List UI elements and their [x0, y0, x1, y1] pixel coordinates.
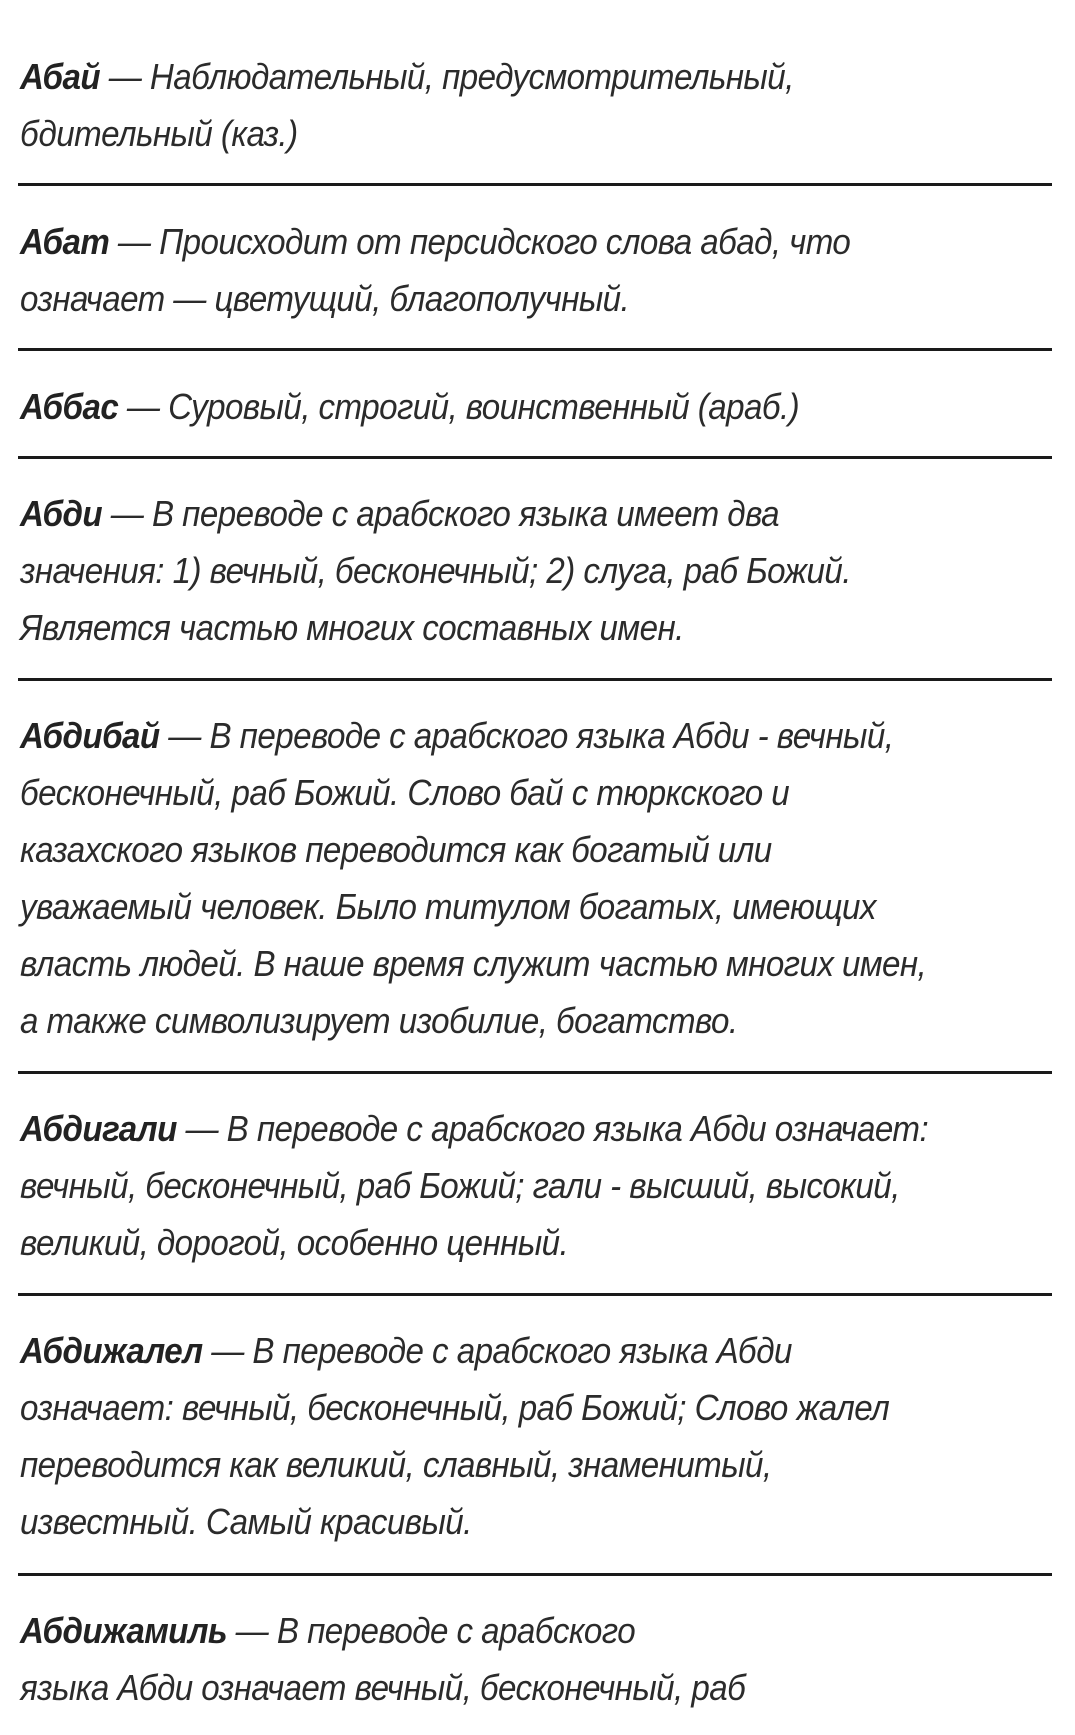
- divider: [18, 678, 1052, 681]
- entry-line: а также символизирует изобилие, богатство.: [20, 1000, 738, 1041]
- entry-name: Абдижалел: [20, 1330, 203, 1371]
- entry-line: власть людей. В наше время служит частью многих имен,: [20, 943, 927, 984]
- entry-line: [20, 485, 968, 542]
- entry-abdigali: [20, 1100, 968, 1271]
- entry-name: Абдибай: [20, 715, 160, 756]
- entry-name: Аббас: [20, 386, 119, 427]
- entry-abbas: [20, 378, 968, 435]
- entry-line: [20, 1322, 968, 1379]
- entry-name: Абай: [20, 56, 101, 97]
- entry-name: Абат: [20, 221, 110, 262]
- entry-separator: —: [202, 1330, 253, 1371]
- entry-line: великий, дорогой, особенно ценный.: [20, 1222, 569, 1263]
- entry-separator: —: [100, 56, 150, 97]
- entry-line: [20, 707, 968, 764]
- entry-line: казахского языков переводится как богатый или: [20, 829, 772, 870]
- entry-separator: —: [227, 1610, 277, 1651]
- entry-text: В переводе с арабского: [276, 1610, 636, 1651]
- entry-text: В переводе с арабского языка Абди: [252, 1330, 792, 1371]
- divider: [18, 1573, 1052, 1576]
- entry-text: Наблюдательный, предусмотрительный,: [149, 56, 794, 97]
- entry-line: [20, 213, 968, 270]
- divider: [18, 348, 1052, 351]
- entry-abdizhamil: [20, 1602, 968, 1716]
- entry-abdibay: [20, 707, 968, 1049]
- entry-separator: —: [102, 493, 152, 534]
- entry-text: В переводе с арабского языка Абди - вечный,: [209, 715, 894, 756]
- entry-line: значения: 1) вечный, бесконечный; 2) слуга, раб Божий.: [20, 550, 851, 591]
- divider: [18, 456, 1052, 459]
- entry-line: [20, 1602, 968, 1659]
- entry-line: бдительный (каз.): [20, 113, 298, 154]
- divider: [18, 183, 1052, 186]
- entry-line: [20, 378, 968, 435]
- divider: [18, 1071, 1052, 1074]
- entry-name: Абди: [20, 493, 103, 534]
- entry-line: переводится как великий, славный, знаменитый,: [20, 1444, 772, 1485]
- entry-line: означает — цветущий, благополучный.: [20, 278, 630, 319]
- entry-separator: —: [118, 386, 169, 427]
- entry-separator: —: [176, 1108, 227, 1149]
- entry-abat: [20, 213, 968, 327]
- entry-separator: —: [109, 221, 160, 262]
- entry-line: [20, 48, 968, 105]
- entry-text: Суровый, строгий, воинственный (араб.): [168, 386, 800, 427]
- entry-abdi: [20, 485, 968, 656]
- entry-name: Абдижамиль: [20, 1610, 227, 1651]
- entry-separator: —: [159, 715, 210, 756]
- entry-abdizhalel: [20, 1322, 968, 1550]
- entry-text: В переводе с арабского языка Абди означает:: [226, 1108, 929, 1149]
- entry-line: бесконечный, раб Божий. Слово бай с тюркского и: [20, 772, 790, 813]
- entry-name: Абдигали: [20, 1108, 177, 1149]
- entry-line: языка Абди означает вечный, бесконечный, раб: [20, 1667, 746, 1708]
- entry-line: означает: вечный, бесконечный, раб Божий; Слово жалел: [20, 1387, 890, 1428]
- entry-line: уважаемый человек. Было титулом богатых, имеющих: [20, 886, 876, 927]
- entry-line: [20, 1100, 968, 1157]
- entry-line: известный. Самый красивый.: [20, 1501, 472, 1542]
- entry-line: Является частью многих составных имен.: [20, 607, 684, 648]
- entry-text: Происходит от персидского слова абад, что: [159, 221, 851, 262]
- entry-line: вечный, бесконечный, раб Божий; гали - высший, высокий,: [20, 1165, 900, 1206]
- entry-abay: [20, 48, 968, 162]
- entry-text: В переводе с арабского языка имеет два: [151, 493, 779, 534]
- divider: [18, 1293, 1052, 1296]
